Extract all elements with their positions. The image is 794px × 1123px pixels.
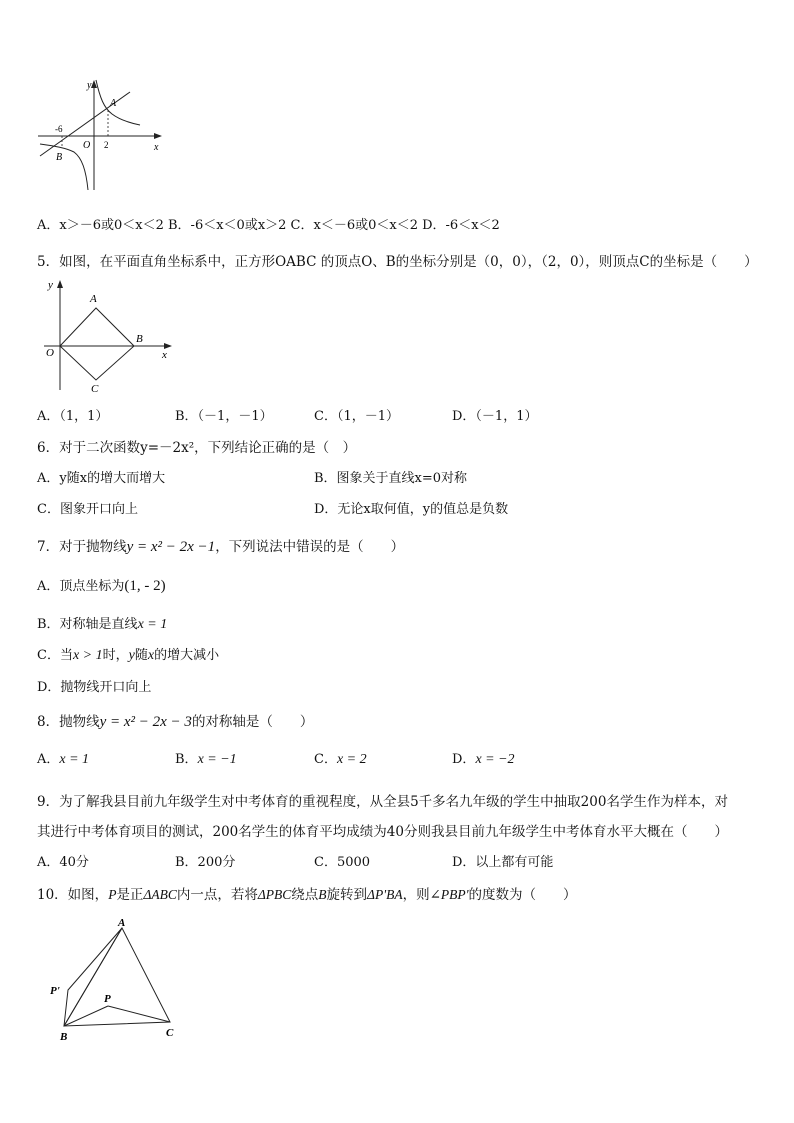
label-y: y bbox=[87, 80, 92, 91]
q8-stem-start: 8．抛物线 bbox=[37, 714, 100, 730]
q8-option-a-label: A． bbox=[37, 752, 60, 767]
q7-option-c-math1: x > 1 bbox=[72, 648, 103, 663]
q4-figure bbox=[30, 78, 175, 198]
label-c: C bbox=[91, 383, 99, 395]
q5-option-b: B．（－1，－1） bbox=[175, 409, 273, 424]
q7-option-a-math: (1, - 2) bbox=[124, 578, 166, 594]
label-x: x bbox=[162, 349, 167, 361]
q10-tri3: ΔP'BA bbox=[367, 887, 403, 902]
q7-option-c-end: 的增大减小 bbox=[154, 648, 220, 663]
q7-option-a-label: A．顶点坐标为 bbox=[37, 579, 125, 594]
q8-option-b-math: x = −1 bbox=[197, 752, 237, 767]
square-oabc bbox=[60, 308, 134, 380]
label-b: B bbox=[60, 1031, 68, 1043]
label-o: O bbox=[46, 347, 54, 359]
y-arrow-icon bbox=[57, 280, 63, 288]
q4-options: A．x＞－6或0＜x＜2 B．-6＜x＜0或x＞2 C．x＜－6或0＜x＜2 D．-6＜x＜2 bbox=[37, 218, 500, 233]
q8-option-d bbox=[452, 748, 515, 768]
q7-option-c bbox=[37, 644, 219, 664]
label-a: A bbox=[90, 293, 97, 305]
q10-s1: 10．如图， bbox=[37, 887, 109, 903]
label-c: C bbox=[166, 1027, 174, 1039]
q7-option-d: D．抛物线开口向上 bbox=[37, 680, 152, 695]
q7-option-b-label: B．对称轴是直线 bbox=[37, 617, 138, 632]
label-b: B bbox=[56, 152, 63, 163]
q9-stem-line2: 其进行中考体育项目的测试，200名学生的体育平均成绩为40分则我县目前九年级学生中考体育水平大概在（ ） bbox=[37, 824, 728, 840]
q7-option-c-math2: y bbox=[128, 648, 135, 663]
q10-stem bbox=[37, 883, 577, 903]
q10-s5: 旋转到 bbox=[326, 887, 368, 903]
q6-option-b: B．图象关于直线x=0对称 bbox=[314, 471, 468, 486]
q6-option-a: A．y随x的增大而增大 bbox=[37, 471, 166, 486]
q8-option-d-label: D． bbox=[452, 752, 476, 767]
q9-option-c: C．5000 bbox=[314, 855, 371, 870]
label-y: y bbox=[48, 279, 53, 291]
q8-stem bbox=[37, 710, 313, 731]
q6-stem: 6．对于二次函数y=－2x²，下列结论正确的是（ ） bbox=[37, 440, 357, 456]
q10-figure bbox=[44, 912, 194, 1047]
q8-option-a bbox=[37, 748, 89, 768]
label-p: P bbox=[104, 993, 111, 1005]
label-o: O bbox=[83, 140, 91, 151]
q8-option-c-label: C． bbox=[314, 752, 337, 767]
q5-option-a: A．（1，1） bbox=[37, 409, 109, 424]
hyperbola-upper bbox=[96, 80, 140, 125]
q10-tri1: ΔABC bbox=[143, 887, 177, 902]
q10-s4: 绕点 bbox=[291, 887, 319, 903]
label-x: x bbox=[154, 142, 159, 153]
q10-tri2: ΔPBC bbox=[257, 887, 292, 902]
label-a: A bbox=[110, 98, 117, 109]
q10-s6: ，则 bbox=[402, 887, 430, 903]
q7-option-c-mid2: 随 bbox=[134, 648, 148, 663]
segment-pc bbox=[108, 1006, 170, 1022]
label-a: A bbox=[118, 917, 126, 929]
q10-s3: 内一点，若将 bbox=[176, 887, 258, 903]
q8-option-c-math: x = 2 bbox=[336, 752, 367, 767]
triangle-pbba bbox=[64, 928, 122, 1026]
q8-option-d-math: x = −2 bbox=[475, 752, 515, 767]
q7-option-a bbox=[37, 575, 166, 595]
q7-option-b-math: x = 1 bbox=[137, 617, 168, 632]
q8-stem-end: 的对称轴是（ ） bbox=[191, 714, 314, 730]
q7-formula: y = x² − 2x −1 bbox=[126, 539, 216, 555]
q7-stem-start: 7．对于抛物线 bbox=[37, 539, 127, 555]
q7-stem-end: ，下列说法中错误的是（ ） bbox=[215, 539, 405, 555]
q7-stem bbox=[37, 535, 404, 556]
q7-option-c-mid: 时， bbox=[102, 648, 129, 663]
q9-option-b: B．200分 bbox=[175, 855, 236, 870]
q8-option-c bbox=[314, 748, 367, 768]
label-pp: P' bbox=[50, 985, 60, 997]
q5-option-c: C．（1，－1） bbox=[314, 409, 399, 424]
q5-option-d: D．（－1，1） bbox=[452, 409, 538, 424]
q7-option-c-label: C．当 bbox=[37, 648, 73, 663]
q6-option-c: C．图象开口向上 bbox=[37, 502, 138, 517]
segment-bp bbox=[64, 1006, 108, 1026]
q9-option-a: A．40分 bbox=[37, 855, 89, 870]
q8-formula: y = x² − 2x − 3 bbox=[99, 714, 192, 730]
q6-option-d: D．无论x取何值，y的值总是负数 bbox=[314, 502, 509, 517]
q9-stem-line1: 9．为了解我县目前九年级学生对中考体育的重视程度，从全县5千多名九年级的学生中抽取200名学生作为样本，对 bbox=[37, 794, 728, 810]
q10-angle: ∠PBP' bbox=[429, 887, 469, 902]
label-neg6: -6 bbox=[55, 124, 63, 134]
q5-stem: 5．如图，在平面直角坐标系中，正方形OABC 的顶点O、B的坐标分别是（0，0），（2，0），则顶点C的坐标是（ ） bbox=[37, 254, 758, 270]
q7-option-b bbox=[37, 613, 167, 633]
q5-figure bbox=[36, 276, 181, 396]
q9-option-d: D．以上都有可能 bbox=[452, 855, 554, 870]
q10-p: P bbox=[108, 887, 117, 902]
x-arrow-icon bbox=[154, 133, 162, 139]
q8-option-b-label: B． bbox=[175, 752, 198, 767]
q7-option-c-math3: x bbox=[147, 648, 155, 663]
q10-b: B bbox=[318, 887, 327, 902]
q10-s2: 是正 bbox=[116, 887, 144, 903]
q8-option-a-math: x = 1 bbox=[59, 752, 90, 767]
q10-s7: 的度数为（ ） bbox=[468, 887, 577, 903]
label-two: 2 bbox=[104, 140, 109, 150]
label-b: B bbox=[136, 333, 143, 345]
q8-option-b bbox=[175, 748, 237, 768]
